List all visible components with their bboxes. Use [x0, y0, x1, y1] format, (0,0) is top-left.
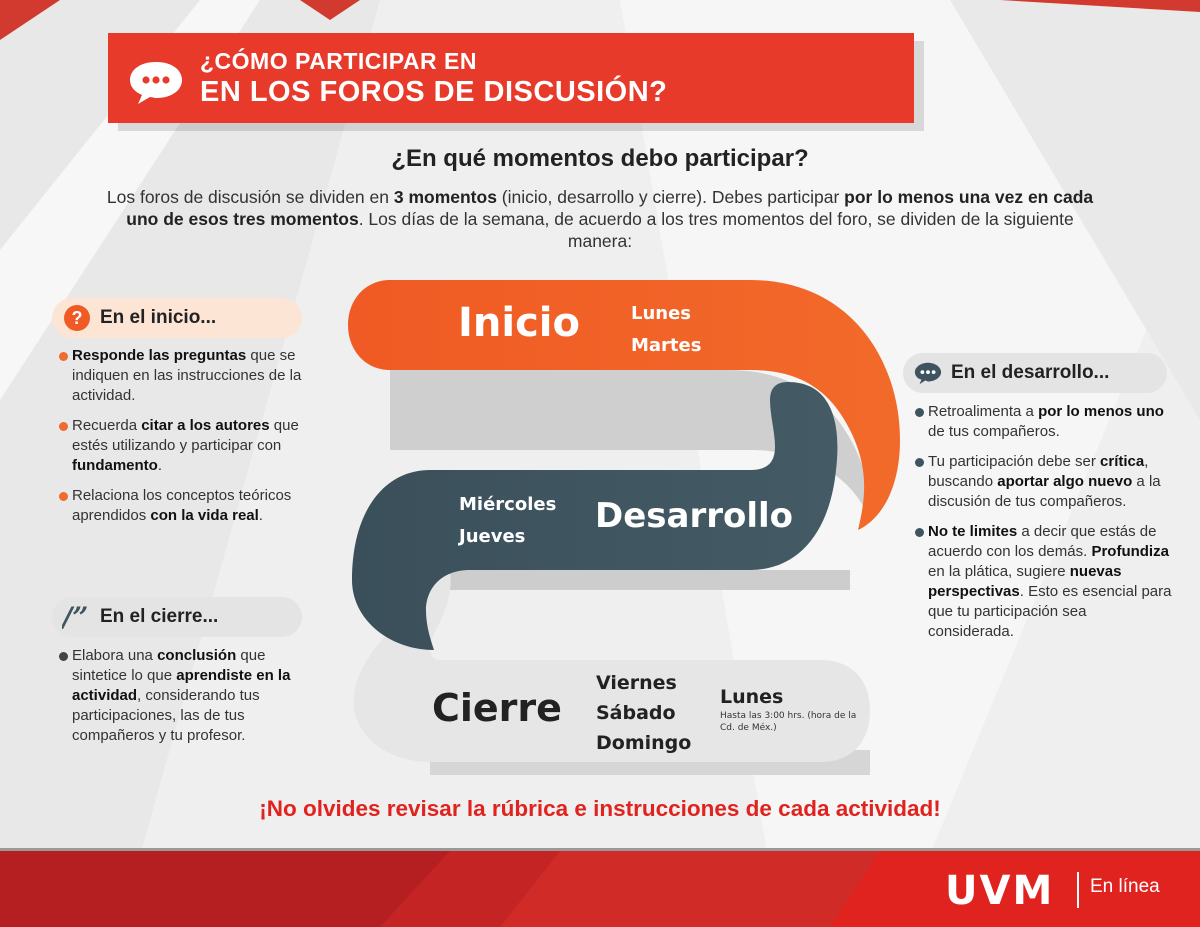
list-item: No te limites a decir que estás de acuerdo con los demás. Profundiza en la plática, sugiere nuevas perspectivas. Esto es esencial para que tu participación sea considerada. [914, 522, 1176, 642]
stage-inicio-label: Inicio [458, 300, 580, 346]
logo-divider [1077, 872, 1079, 908]
section-heading-inicio [52, 298, 302, 338]
day-label: Lunes [631, 303, 692, 324]
chat-bubble-icon [913, 358, 943, 388]
section-heading-label: En el desarrollo... [951, 362, 1110, 383]
header-title-line1: ¿CÓMO PARTICIPAR EN [200, 48, 477, 74]
list-cierre [58, 646, 320, 756]
list-item: Tu participación debe ser crítica, buscando aportar algo nuevo a la discusión de tus compañeros. [914, 452, 1176, 512]
section-heading-cierre [52, 597, 302, 637]
section-heading-desarrollo [903, 353, 1167, 393]
day-label: Jueves [459, 526, 526, 547]
stage-inicio-days [631, 298, 701, 362]
day-label: Viernes [596, 672, 677, 694]
intro-text: Los foros de discusión se dividen en [106, 187, 394, 207]
stage-desarrollo-days [459, 489, 556, 553]
intro-text: . Los días de la semana, de acuerdo a los tres momentos del foro, se dividen de la siguiente manera: [358, 209, 1074, 251]
list-item: Recuerda citar a los autores que estés utilizando y participar con fundamento. [58, 416, 320, 476]
stage-desarrollo-label: Desarrollo [595, 496, 794, 536]
reminder-text: ¡No olvides revisar la rúbrica e instrucciones de cada actividad! [259, 796, 941, 821]
logo-subtitle: En línea [1090, 876, 1160, 897]
stage-cierre-label: Cierre [432, 686, 562, 730]
section-heading-label: En el inicio... [100, 307, 217, 328]
day-label: Sábado [596, 702, 676, 724]
list-item: Relaciona los conceptos teóricos aprendidos con la vida real. [58, 486, 320, 526]
day-label: Miércoles [459, 494, 557, 515]
list-item: Retroalimenta a por lo menos uno de tus compañeros. [914, 402, 1176, 442]
header-title-line2: EN LOS FOROS DE DISCUSIÓN? [200, 76, 668, 108]
stage-cierre-extra-note: Hasta las 3:00 hrs. (hora de la Cd. de Méx.) [720, 711, 857, 733]
list-item: Elabora una conclusión que sintetice lo que aprendiste en la actividad, considerando tus participaciones, las de tus compañeros y tu profesor. [58, 646, 320, 746]
section-heading-label: En el cierre... [100, 606, 219, 627]
svg-text:/”: /” [62, 605, 89, 629]
section-question: ¿En qué momentos debo participar? [391, 145, 809, 172]
list-desarrollo [914, 402, 1176, 652]
intro-emphasis: 3 momentos [393, 187, 497, 207]
intro-paragraph [95, 186, 1105, 252]
intro-text: (inicio, desarrollo y cierre). Debes participar [496, 187, 845, 207]
list-inicio [58, 346, 320, 536]
stage-cierre-days [596, 668, 691, 758]
intro-emphasis: por lo menos una vez en cada uno de esos tres momentos [126, 187, 1094, 229]
chat-bubble-icon [126, 58, 186, 106]
uvm-logo: UVM [945, 868, 1055, 914]
day-label: Domingo [596, 732, 692, 754]
day-label: Martes [631, 335, 702, 356]
svg-text:?: ? [71, 308, 83, 328]
quote-icon [62, 602, 92, 632]
stage-cierre-extra-day: Lunes [720, 686, 784, 708]
list-item: Responde las preguntas que se indiquen en las instrucciones de la actividad. [58, 346, 320, 406]
question-mark-icon [62, 303, 92, 333]
